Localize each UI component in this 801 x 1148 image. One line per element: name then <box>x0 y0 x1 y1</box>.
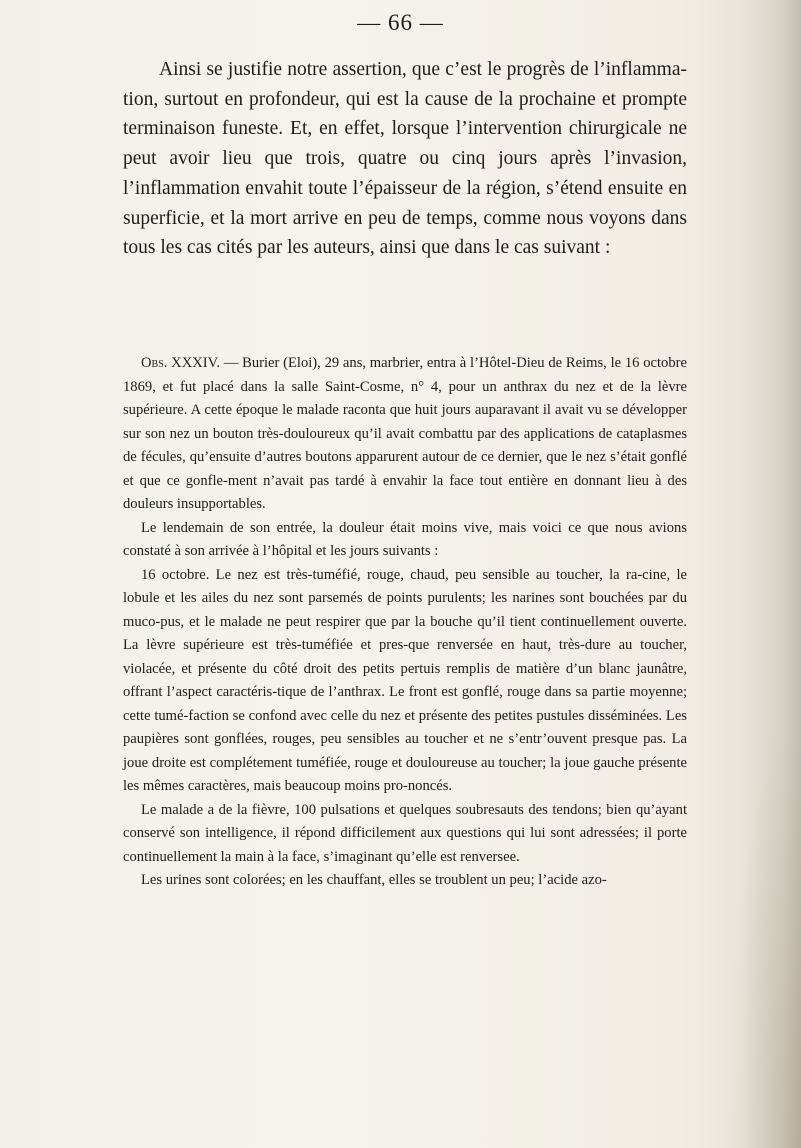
observation-section <box>123 352 687 893</box>
paper-stain <box>731 728 801 1148</box>
intro-text <box>123 55 687 263</box>
observation-paragraph-4: Le malade a de la fièvre, 100 pulsations et quelques soubresauts des tendons; bien qu’ayant conservé son intelligence, il répond difficilement aux questions qui lui sont adressées; il porte continuellement la main à la face, s’imaginant qu’elle est renversee. <box>123 801 687 865</box>
page-number: — 66 — <box>357 10 444 35</box>
observation-label: Obs. XXXIV. <box>141 355 220 371</box>
observation-text-1: — Burier (Eloi), 29 ans, marbrier, entra à l’Hôtel-Dieu de Reims, le 16 octobre 1869, et fut placé dans la salle Saint-Cosme, n° 4, pour un anthrax du nez et de la lèvre supérieure. A cette époque le malade raconta que huit jours auparavant il avait vu se développer sur son nez un bouton très-douloureux qu’il avait combattu par des applications de cataplasmes de fécules, qu’ensuite d’autres boutons apparurent autour de ce dernier, que le nez s’était gonflé et que ce gonfle-ment n’avait pas tardé à envahir la face tout entière en donnant lieu à des douleurs insupportables. <box>123 355 687 512</box>
observation-paragraph-2: Le lendemain de son entrée, la douleur était moins vive, mais voici ce que nous avions constaté à son arrivée à l’hôpital et les jours suivants : <box>123 519 687 559</box>
intro-paragraph: Ainsi se justifie notre assertion, que c’est le progrès de l’inflamma-tion, surtout en profondeur, qui est la cause de la prochaine et prompte terminaison funeste. Et, en effet, lorsque l’intervention chirurgicale ne peut avoir lieu que trois, quatre ou cinq jours après l’invasion, l’inflammation envahit toute l’épaisseur de la région, s’étend ensuite en superficie, et la mort arrive en peu de temps, comme nous voyons dans tous les cas cités par les auteurs, ainsi que dans le cas suivant : <box>123 59 687 259</box>
observation-paragraph-1 <box>123 352 687 517</box>
observation-paragraph-5: Les urines sont colorées; en les chauffant, elles se troublent un peu; l’acide azo- <box>141 872 607 888</box>
observation-paragraph-3: 16 octobre. Le nez est très-tuméfié, rouge, chaud, peu sensible au toucher, la ra-cine, le lobule et les ailes du nez sont parsemés de points purulents; les narines sont bouchées par du muco-pus, et le malade ne peut respirer que par la bouche qu’il tient continuellement ouverte. La lèvre supérieure est très-tuméfiée et pres-que renversée en haut, très-dure au toucher, violacée, et présente du côté droit des petits pertuis remplis de matière d’un blanc jaunâtre, offrant l’aspect caractéris-tique de l’anthrax. Le front est gonflé, rouge dans sa partie moyenne; cette tumé-faction se confond avec celle du nez et présente des petites pustules disséminées. Les paupières sont gonflées, rouges, peu sensibles au toucher et ne s’entr’ouvent presque pas. La joue droite est complétement tuméfiée, rouge et douloureuse au toucher; la joue gauche présente les mêmes caractères, mais beaucoup moins pro-noncés. <box>123 566 687 794</box>
